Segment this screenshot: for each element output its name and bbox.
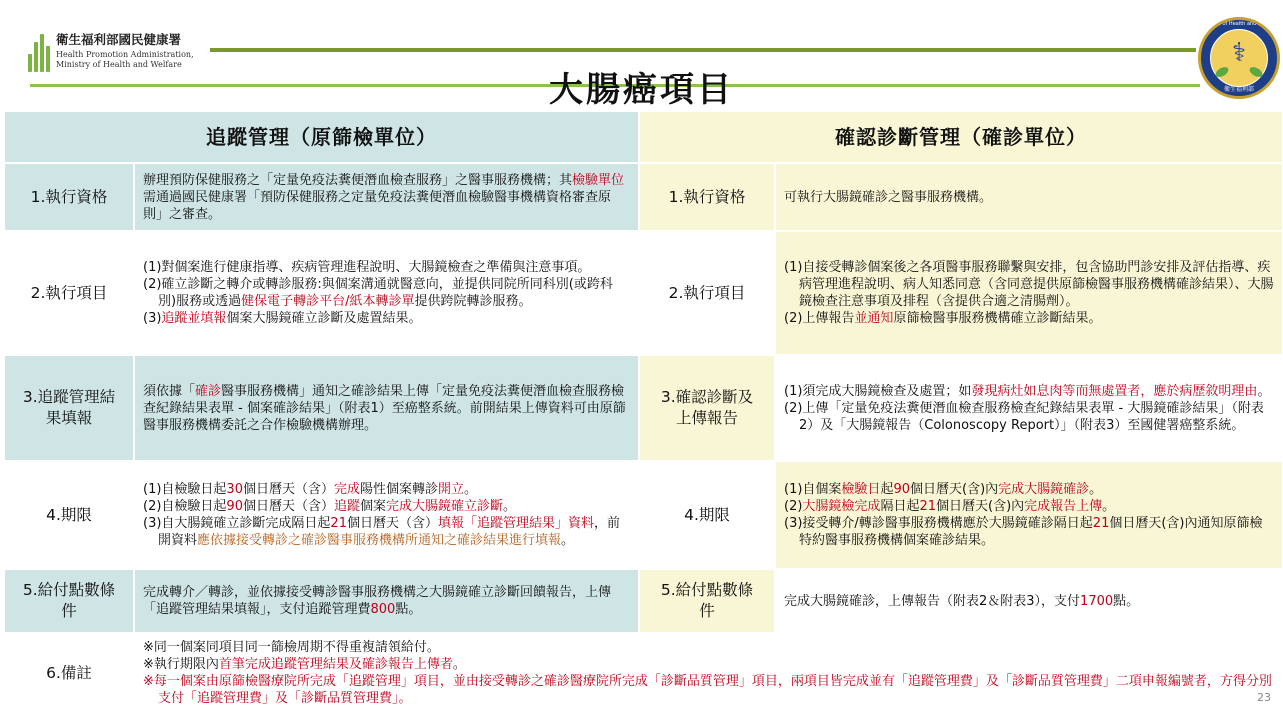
table-row <box>4 163 1283 231</box>
row-label-diag-items: 2.執行項目 <box>639 231 775 355</box>
seal-emblem-icon: ⚕ <box>1210 29 1268 87</box>
row-label-eligibility: 1.執行資格 <box>4 163 134 231</box>
org-name-en: Health Promotion Administration, Ministry of Health and Welfare <box>56 50 194 69</box>
tracking-pay: 完成轉介／轉診，並依據接受轉診醫事服務機構之大腸鏡確立診斷回饋報告，上傳「追蹤管理結果填報」，支付追蹤管理費800點。 <box>134 569 639 633</box>
header-diagnosis: 確認診斷管理（確診單位） <box>639 111 1283 163</box>
diagnosis-pay: 完成大腸鏡確診，上傳報告（附表2＆附表3），支付1700點。 <box>775 569 1283 633</box>
table-row <box>4 231 1283 355</box>
diagnosis-items: (1)自接受轉診個案後之各項醫事服務聯繫與安排，包含協助門診安排及評估指導、疾病管理進程說明、病人知悉同意（含同意提供原篩檢醫事服務機構確診結果）、大腸鏡檢查注意事項及排程（含提供合適之清腸劑）。 (2)上傳報告並通知原篩檢醫事服務機構確立診斷結果。 <box>775 231 1283 355</box>
row-label-diag-pay: 5.給付點數條 件 <box>639 569 775 633</box>
seal-ring-text: Ministry of Health and Welfare <box>1201 21 1277 27</box>
org-name-zh: 衛生福利部國民健康署 <box>56 32 182 47</box>
page-title: 大腸癌項目 <box>549 70 734 110</box>
seal-bottom-text: 衛生福利部 <box>1223 86 1254 93</box>
row-label-diag-deadline: 4.期限 <box>639 461 775 569</box>
table-row <box>4 569 1283 633</box>
row-label-diag-eligibility: 1.執行資格 <box>639 163 775 231</box>
diagnosis-eligibility: 可執行大腸鏡確診之醫事服務機構。 <box>775 163 1283 231</box>
row-label-items: 2.執行項目 <box>4 231 134 355</box>
tracking-items: (1)對個案進行健康指導、疾病管理進程說明、大腸鏡檢查之準備與注意事項。 (2)確立診斷之轉介或轉診服務:與個案溝通就醫意向，並提供同院所同科別(或跨科別)服務或透過健保電子轉診平台/紙本轉診單提供跨院轉診服務。 (3)追蹤並填報個案大腸鏡確立診斷及處置結果。 <box>134 231 639 355</box>
row-label-deadline: 4.期限 <box>4 461 134 569</box>
table-row <box>4 633 1283 713</box>
header-divider-top <box>210 48 1196 52</box>
row-label-notes: 6.備註 <box>4 633 134 713</box>
row-label-pay: 5.給付點數條 件 <box>4 569 134 633</box>
notes-content: ※同一個案同項目同一篩檢周期不得重複請領給付。 ※執行期限內首筆完成追蹤管理結果及確診報告上傳者。 ※每一個案由原篩檢醫療院所完成「追蹤管理」項目，並由接受轉診之確診醫療院所完成「診斷品質管理」項目，兩項目皆完成並有「追蹤管理費」及「診斷品質管理費」二項申報編號者，方得分別支付「追蹤管理費」及「診斷品質管理費」。 <box>134 633 1283 713</box>
row-label-report: 3.追蹤管理結 果填報 <box>4 355 134 461</box>
ministry-seal <box>1198 17 1280 99</box>
table-row <box>4 461 1283 569</box>
tracking-eligibility: 辦理預防保健服務之「定量免疫法糞便潛血檢查服務」之醫事服務機構；其檢驗單位需通過國民健康署「預防保健服務之定量免疫法糞便潛血檢驗醫事機構資格審查原則」之審查。 <box>134 163 639 231</box>
diagnosis-deadline: (1)自個案檢驗日起90個日曆天(含)內完成大腸鏡確診。 (2)大腸鏡檢完成隔日起21個日曆天(含)內完成報告上傳。 (3)接受轉介/轉診醫事服務機構應於大腸鏡確診隔日起21個日曆天(含)內通知原篩檢特約醫事服務機構個案確診結果。 <box>775 461 1283 569</box>
row-label-diag-report: 3.確認診斷及 上傳報告 <box>639 355 775 461</box>
table-row <box>4 355 1283 461</box>
diagnosis-report: (1)須完成大腸鏡檢查及處置；如發現病灶如息肉等而無處置者，應於病歷敘明理由。 (2)上傳「定量免疫法糞便潛血檢查服務檢查紀錄結果表單 - 大腸鏡確診結果」（附表2）及「大腸鏡報告（Colonoscopy Report）」（附表3）至國健署癌整系統。 <box>775 355 1283 461</box>
table-header-row <box>4 111 1283 163</box>
tracking-deadline: (1)自檢驗日起30個日曆天（含）完成陽性個案轉診開立。 (2)自檢驗日起90個日曆天（含）追蹤個案完成大腸鏡確立診斷。 (3)自大腸鏡確立診斷完成隔日起21個日曆天（含）填報「追蹤管理結果」資料，前開資料應依據接受轉診之確診醫事服務機構所通知之確診結果進行填報。 <box>134 461 639 569</box>
tracking-report: 須依據「確診醫事服務機構」通知之確診結果上傳「定量免疫法糞便潛血檢查服務檢查紀錄結果表單 - 個案確診結果」（附表1）至癌整系統。前開結果上傳資料可由原篩醫事服務機構委託之合作檢驗機構辦理。 <box>134 355 639 461</box>
header-tracking: 追蹤管理（原篩檢單位） <box>4 111 639 163</box>
colorectal-cancer-table <box>3 110 1283 714</box>
page-number: 23 <box>1257 691 1271 704</box>
